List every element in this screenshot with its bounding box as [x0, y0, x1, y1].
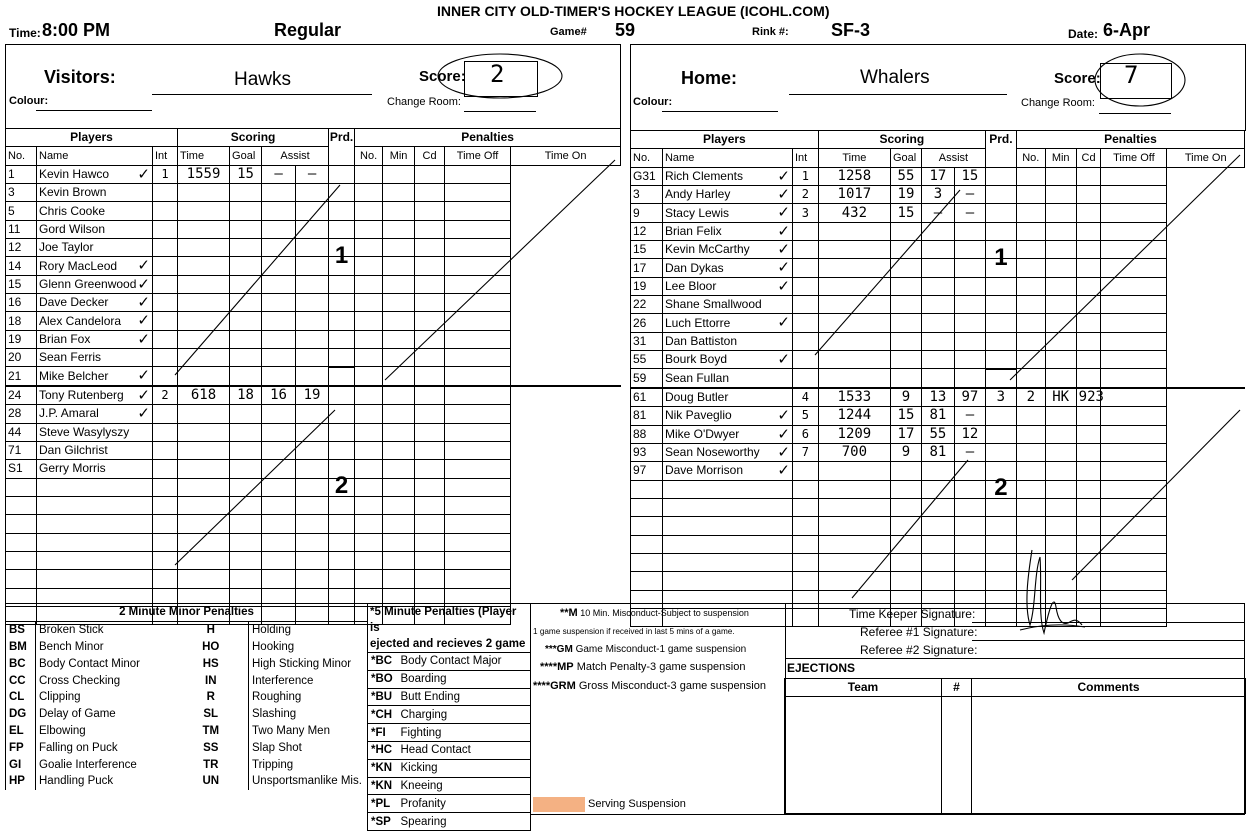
league-title: INNER CITY OLD-TIMER'S HOCKEY LEAGUE (ICOHL.COM): [437, 3, 830, 19]
assist-header: Assist: [921, 149, 985, 167]
player-int: 1: [153, 165, 178, 183]
player-name-text: Rich Clements: [664, 168, 743, 183]
player-name-text: Stacy Lewis: [664, 205, 729, 220]
ejections-title: EJECTIONS: [787, 661, 856, 675]
player-name-text: Lee Bloor: [664, 278, 717, 293]
player-number: 21: [6, 367, 37, 386]
time-value: 8:00 PM: [42, 20, 111, 40]
scoring-header: Scoring: [178, 129, 329, 147]
minor-code: H: [206, 624, 215, 637]
assist-1: —: [921, 204, 954, 222]
visitors-team-name: Hawks: [234, 69, 292, 90]
player-name-text: Kevin Hawco: [39, 166, 110, 181]
assist-2: —: [954, 204, 985, 222]
goal-time: 700: [818, 443, 890, 461]
minor-label: Cross Checking: [39, 674, 121, 687]
home-score-label: Score:: [1054, 70, 1101, 87]
minor-code: HO: [202, 640, 220, 653]
minor-label: Unsportsmanlike Mis.: [249, 773, 368, 790]
referee1-signature-label: Referee #1 Signature:: [860, 625, 978, 639]
minor-label: Holding: [249, 621, 368, 638]
goal-time: 1209: [818, 425, 890, 443]
goal-scorer: 15: [230, 165, 262, 183]
assist-2: 97: [954, 388, 985, 407]
player-name-text: Kevin Brown: [39, 185, 107, 200]
player-number: 31: [631, 332, 663, 350]
player-name-text: Doug Butler: [664, 389, 729, 404]
player-name-text: Bourk Boyd: [664, 352, 728, 367]
player-name-text: Shane Smallwood: [664, 297, 762, 312]
referee2-signature-label: Referee #2 Signature:: [860, 643, 978, 657]
goal-time: 1533: [818, 388, 890, 407]
player-int: 7: [792, 443, 818, 461]
player-number: 24: [6, 386, 37, 405]
player-name-text: Andy Harley: [664, 187, 731, 202]
period-1-marker: 1: [334, 242, 349, 269]
player-number: 19: [631, 277, 663, 295]
minor-code: BS: [6, 621, 36, 638]
attendance-check-icon: ✓: [777, 462, 790, 480]
date-label: Date:: [1068, 27, 1099, 41]
gm-code: ***GM: [545, 644, 573, 655]
player-number: 17: [631, 259, 663, 277]
player-name-text: Mike Belcher: [39, 368, 109, 383]
rink-label: Rink #:: [752, 26, 789, 38]
minor-code: BM: [6, 639, 36, 656]
assist-1: 55: [921, 425, 954, 443]
goal-time: 618: [178, 386, 230, 405]
major-label: Body Contact Major: [398, 653, 531, 671]
player-name-text: Tony Rutenberg: [39, 387, 124, 402]
player-number: 15: [631, 241, 663, 259]
gm-text: Game Misconduct-1 game suspension: [575, 644, 747, 655]
player-name-text: Glenn Greenwood: [39, 276, 137, 291]
assist-2: —: [954, 443, 985, 461]
player-int: 5: [792, 407, 818, 425]
attendance-check-icon: ✓: [137, 257, 150, 275]
player-number: 19: [6, 330, 37, 348]
cd-header: Cd: [415, 147, 445, 165]
major-label: Fighting: [398, 724, 531, 742]
major-code: *HC: [368, 741, 398, 759]
m-text2: 1 game suspension if received in last 5 mins of a game.: [533, 627, 735, 636]
minor-code: EL: [6, 723, 36, 740]
attendance-check-icon: ✓: [777, 443, 790, 461]
min-header: Min: [1045, 149, 1076, 167]
date-value: 6-Apr: [1103, 20, 1151, 40]
minor-label: High Sticking Minor: [249, 655, 368, 672]
goal-scorer: 18: [230, 386, 262, 405]
grm-text: Gross Misconduct-3 game suspension: [578, 680, 766, 692]
home-colour-label: Colour:: [633, 96, 673, 108]
major-code: *CH: [368, 706, 398, 724]
goal-scorer: 15: [890, 204, 921, 222]
attendance-check-icon: ✓: [777, 425, 790, 443]
player-number: 18: [6, 312, 37, 330]
goal-time: 1559: [178, 165, 230, 183]
mp-text: Match Penalty-3 game suspension: [576, 661, 746, 673]
player-number: 59: [631, 369, 663, 388]
scoring-header: Scoring: [818, 131, 985, 149]
player-name-text: Kevin McCarthy: [664, 242, 750, 257]
player-number: 20: [6, 349, 37, 367]
minor-label: Slashing: [249, 706, 368, 723]
no-header: No.: [6, 147, 37, 165]
penalty-no: 3: [985, 388, 1016, 407]
goal-time: 432: [818, 204, 890, 222]
assist-1: 13: [921, 388, 954, 407]
player-int: 4: [792, 388, 818, 407]
no-header: No.: [631, 149, 663, 167]
player-name-text: Sean Ferris: [39, 350, 102, 365]
attendance-check-icon: ✓: [137, 294, 150, 312]
home-change-room-label: Change Room:: [1021, 97, 1095, 109]
goal-header: Goal: [890, 149, 921, 167]
minor-code: SS: [203, 741, 219, 754]
player-name-text: Steve Wasylyszy: [39, 424, 130, 439]
attendance-check-icon: ✓: [137, 405, 150, 423]
minor-code: FP: [6, 739, 36, 756]
major-code: *BU: [368, 688, 398, 706]
attendance-check-icon: ✓: [777, 241, 790, 259]
goal-scorer: 9: [890, 443, 921, 461]
assist-2: 19: [296, 386, 329, 405]
player-int: 3: [792, 204, 818, 222]
major-title-line2: ejected and recieves 2 game: [370, 638, 526, 650]
timekeeper-signature-label: Time Keeper Signature:: [849, 607, 976, 621]
visitors-score: 2: [490, 60, 505, 88]
major-code: *SP: [368, 813, 398, 831]
major-title-line1: *5 Minute Penalties (Player is: [370, 606, 517, 634]
player-name-text: Dave Morrison: [664, 463, 743, 478]
assist-2: —: [954, 186, 985, 204]
period-1-marker: 1: [994, 244, 1008, 271]
minor-label: Tripping: [249, 756, 368, 773]
ejections-team-header: Team: [785, 679, 942, 697]
goal-scorer: 9: [890, 388, 921, 407]
player-number: 26: [631, 314, 663, 332]
player-number: 12: [6, 239, 37, 257]
minor-label: Delay of Game: [39, 708, 116, 721]
attendance-check-icon: ✓: [137, 275, 150, 293]
assist-1: 3: [921, 186, 954, 204]
minor-label: Body Contact Minor: [39, 657, 140, 670]
player-number: 81: [631, 407, 663, 425]
major-label: Kicking: [398, 759, 531, 777]
minor-label: Falling on Puck: [39, 741, 118, 754]
ejections-comments-header: Comments: [972, 679, 1246, 697]
assist-2: 12: [954, 425, 985, 443]
major-label: Spearing: [398, 813, 531, 831]
name-header: Name: [37, 147, 153, 165]
player-int: 2: [153, 386, 178, 405]
major-label: Boarding: [398, 670, 531, 688]
major-label: Kneeing: [398, 777, 531, 795]
player-name-text: Dan Dykas: [664, 260, 724, 275]
player-number: 14: [6, 257, 37, 275]
assist-1: 81: [921, 443, 954, 461]
time-off-header: Time Off: [1101, 149, 1167, 167]
game-no-label: Game#: [550, 26, 587, 38]
player-int: 1: [792, 167, 818, 185]
player-number: 44: [6, 423, 37, 441]
player-number: 5: [6, 202, 37, 220]
player-number: G31: [631, 167, 663, 185]
minor-code: TM: [202, 724, 220, 737]
period-2-marker: 2: [994, 474, 1008, 501]
player-name-text: Rory MacLeod: [39, 258, 118, 273]
player-number: 9: [631, 204, 663, 222]
goal-scorer: 15: [890, 407, 921, 425]
minor-label: Two Many Men: [249, 723, 368, 740]
grm-code: ****GRM: [533, 680, 576, 692]
attendance-check-icon: ✓: [777, 277, 790, 295]
time-on-header: Time On: [1167, 149, 1245, 167]
name-header: Name: [662, 149, 792, 167]
penalties-header: Penalties: [355, 129, 621, 147]
player-name-text: Dan Gilchrist: [39, 443, 108, 458]
attendance-check-icon: ✓: [777, 351, 790, 369]
home-label: Home:: [681, 68, 738, 88]
player-number: 88: [631, 425, 663, 443]
player-name-text: Gord Wilson: [39, 221, 106, 236]
home-score: 7: [1124, 61, 1139, 89]
player-number: S1: [6, 460, 37, 478]
major-code: *KN: [368, 777, 398, 795]
minor-label: Bench Minor: [39, 640, 104, 653]
minor-label: Slap Shot: [249, 739, 368, 756]
player-number: 22: [631, 296, 663, 314]
min-header: Min: [383, 147, 415, 165]
attendance-check-icon: ✓: [137, 386, 150, 404]
time-on-header: Time On: [511, 147, 621, 165]
player-name-text: Brian Felix: [664, 223, 722, 238]
penalty-min: 2: [1016, 388, 1045, 407]
player-number: 16: [6, 294, 37, 312]
player-number: 1: [6, 165, 37, 183]
player-number: 71: [6, 441, 37, 459]
goal-time: 1017: [818, 186, 890, 204]
minor-label: Handling Puck: [39, 775, 114, 788]
player-number: 12: [631, 222, 663, 240]
time-header: Time: [178, 147, 230, 165]
assist-header: Assist: [262, 147, 329, 165]
penalties-header: Penalties: [1016, 131, 1244, 149]
int-header: Int: [792, 149, 818, 167]
player-number: 15: [6, 275, 37, 293]
attendance-check-icon: ✓: [137, 367, 150, 385]
period-2-marker: 2: [334, 472, 349, 499]
penalty-cd: HK: [1045, 388, 1076, 407]
minor-label: Goalie Interference: [39, 758, 137, 771]
major-label: Charging: [398, 706, 531, 724]
pen-no-header: No.: [355, 147, 383, 165]
attendance-check-icon: ✓: [137, 330, 150, 348]
minor-code: UN: [202, 775, 220, 788]
player-name-text: Dave Decker: [39, 295, 109, 310]
attendance-check-icon: ✓: [137, 165, 150, 183]
int-header: Int: [153, 147, 178, 165]
player-number: 3: [6, 184, 37, 202]
game-no-value: 59: [615, 20, 636, 40]
assist-1: —: [262, 165, 296, 183]
home-team-name: Whalers: [860, 67, 930, 88]
player-name-text: Joe Taylor: [39, 240, 94, 255]
major-label: Profanity: [398, 795, 531, 813]
attendance-check-icon: ✓: [777, 186, 790, 204]
minor-code: IN: [205, 674, 217, 687]
minor-code: CC: [6, 672, 36, 689]
major-code: *FI: [368, 724, 398, 742]
player-int: 2: [792, 186, 818, 204]
attendance-check-icon: ✓: [777, 222, 790, 240]
player-number: 55: [631, 351, 663, 369]
attendance-check-icon: ✓: [777, 204, 790, 222]
player-name-text: Mike O'Dwyer: [664, 426, 740, 441]
player-name-text: Dan Battiston: [664, 333, 738, 348]
minor-code: TR: [203, 758, 219, 771]
rink-value: SF-3: [831, 20, 871, 40]
assist-1: 81: [921, 407, 954, 425]
minor-code: DG: [6, 706, 36, 723]
player-name-text: Chris Cooke: [39, 203, 106, 218]
players-header: Players: [631, 131, 819, 149]
time-header: Time: [818, 149, 890, 167]
player-number: 3: [631, 186, 663, 204]
attendance-check-icon: ✓: [137, 312, 150, 330]
player-name-text: Luch Ettorre: [664, 315, 731, 330]
attendance-check-icon: ✓: [777, 259, 790, 277]
m-text: 10 Min. Misconduct-Subject to suspension: [580, 608, 749, 618]
attendance-check-icon: ✓: [777, 167, 790, 185]
cd-header: Cd: [1076, 149, 1101, 167]
game-type: Regular: [274, 20, 342, 40]
prd-header: Prd.: [329, 130, 354, 144]
attendance-check-icon: ✓: [777, 314, 790, 332]
m-code: **M: [560, 607, 578, 619]
ejections-number-header: #: [942, 679, 972, 697]
major-code: *BC: [368, 653, 398, 671]
assist-2: —: [954, 407, 985, 425]
goal-scorer: 17: [890, 425, 921, 443]
player-name-text: Gerry Morris: [39, 461, 106, 476]
major-label: Butt Ending: [398, 688, 531, 706]
minor-code: R: [206, 691, 215, 704]
goal-header: Goal: [230, 147, 262, 165]
attendance-check-icon: ✓: [777, 407, 790, 425]
time-off-header: Time Off: [445, 147, 511, 165]
serving-label: Serving Suspension: [588, 798, 686, 810]
player-name-text: J.P. Amaral: [39, 406, 99, 421]
minor-label: Elbowing: [39, 724, 86, 737]
player-number: 93: [631, 443, 663, 461]
player-number: 11: [6, 220, 37, 238]
major-code: *KN: [368, 759, 398, 777]
minor-code: SL: [203, 708, 219, 721]
time-label: Time:: [9, 26, 41, 40]
goal-time: 1258: [818, 167, 890, 185]
player-name-text: Alex Candelora: [39, 313, 122, 328]
minor-code: BC: [6, 655, 36, 672]
minor-label: Hooking: [249, 639, 368, 656]
players-header: Players: [6, 129, 178, 147]
minor-code: CL: [6, 689, 36, 706]
player-name-text: Sean Noseworthy: [664, 445, 760, 460]
player-number: 28: [6, 405, 37, 423]
penalty-time-off: 923: [1076, 388, 1101, 407]
assist-2: 15: [954, 167, 985, 185]
player-name-text: Sean Fullan: [664, 370, 730, 385]
prd-header: Prd.: [989, 132, 1013, 146]
player-number: 61: [631, 388, 663, 407]
major-code: *PL: [368, 795, 398, 813]
player-name-text: Brian Fox: [39, 331, 91, 346]
player-name-text: Nik Paveglio: [664, 408, 732, 423]
minor-label: Interference: [249, 672, 368, 689]
minor-code: HP: [6, 773, 36, 790]
visitors-colour-label: Colour:: [9, 95, 49, 107]
visitors-score-label: Score:: [419, 68, 466, 85]
goal-time: 1244: [818, 407, 890, 425]
goal-scorer: 55: [890, 167, 921, 185]
minor-label: Broken Stick: [39, 624, 104, 637]
major-code: *BO: [368, 670, 398, 688]
assist-2: —: [296, 165, 329, 183]
pen-no-header: No.: [1016, 149, 1045, 167]
minor-code: GI: [6, 756, 36, 773]
visitors-change-room-label: Change Room:: [387, 96, 461, 108]
mp-code: ****MP: [540, 661, 574, 673]
player-int: 6: [792, 425, 818, 443]
visitors-label: Visitors:: [44, 67, 116, 87]
major-label: Head Contact: [398, 741, 531, 759]
assist-1: 17: [921, 167, 954, 185]
goal-scorer: 19: [890, 186, 921, 204]
minor-label: Clipping: [39, 691, 81, 704]
player-number: 97: [631, 462, 663, 480]
assist-1: 16: [262, 386, 296, 405]
minor-code: HS: [202, 657, 219, 670]
minor-label: Roughing: [249, 689, 368, 706]
minor-penalties-title: 2 Minute Minor Penalties: [6, 604, 368, 622]
